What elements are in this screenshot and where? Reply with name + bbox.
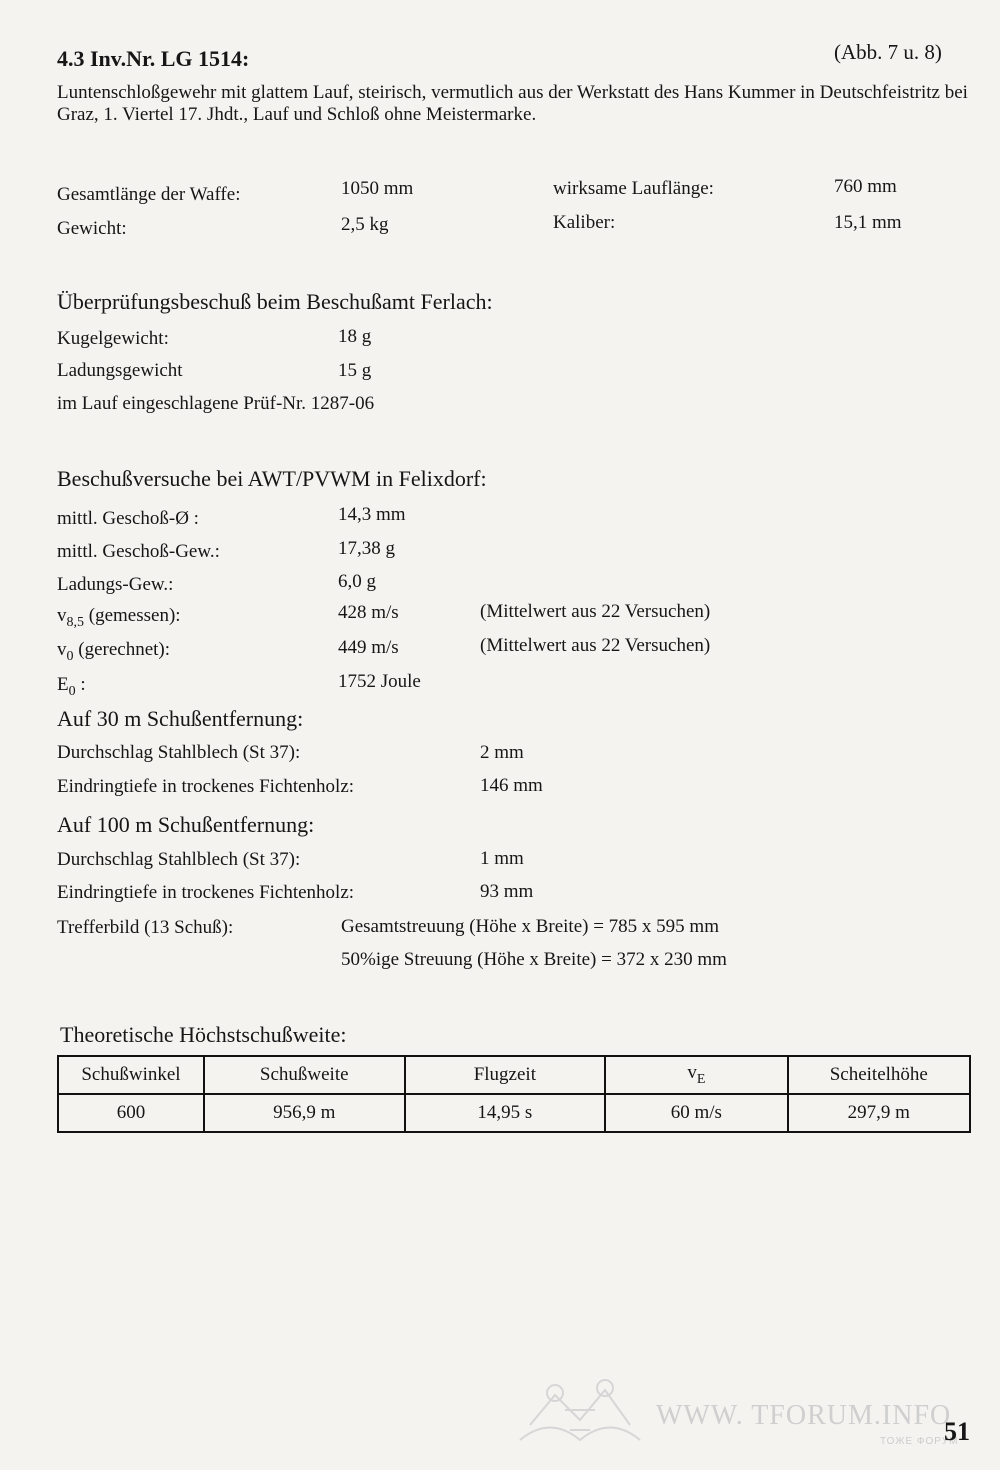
spec-label-gewicht: Gewicht: xyxy=(57,218,127,239)
ladungs-gewicht-label: Ladungs-Gew.: xyxy=(57,574,174,595)
ladungsgewicht-label: Ladungsgewicht xyxy=(57,360,183,381)
spec-value-kaliber: 15,1 mm xyxy=(834,212,902,233)
v85-label xyxy=(57,605,181,631)
dist30-holz-value: 146 mm xyxy=(480,775,543,796)
v85-value: 428 m/s xyxy=(338,602,399,623)
spec-label-gesamtlaenge: Gesamtlänge der Waffe: xyxy=(57,184,241,205)
gesamtstreuung: Gesamtstreuung (Höhe x Breite) = 785 x 595 mm xyxy=(341,916,719,937)
versuche-title: Beschußversuche bei AWT/PVWM in Felixdorf: xyxy=(57,466,487,491)
spec-value-gewicht: 2,5 kg xyxy=(341,214,389,235)
watermark-logo-icon xyxy=(510,1365,650,1455)
dist100-stahl-value: 1 mm xyxy=(480,848,524,869)
v85-symbol: v xyxy=(57,605,67,626)
hoechstschussweite-table xyxy=(57,1055,971,1133)
figure-reference: (Abb. 7 u. 8) xyxy=(834,40,942,64)
table-header-schusswinkel: Schußwinkel xyxy=(58,1056,204,1094)
spec-value-lauflaenge: 760 mm xyxy=(834,176,897,197)
dist100-stahl-label: Durchschlag Stahlblech (St 37): xyxy=(57,849,301,870)
ladungsgewicht-value: 15 g xyxy=(338,360,372,381)
dist100-title: Auf 100 m Schußentfernung: xyxy=(57,812,315,837)
dist100-holz-label: Eindringtiefe in trockenes Fichtenholz: xyxy=(57,882,355,903)
table-cell-schussweite: 956,9 m xyxy=(204,1094,405,1132)
table-cell-scheitelhoehe: 297,9 m xyxy=(788,1094,970,1132)
spec-label-kaliber: Kaliber: xyxy=(553,212,616,233)
table-header-schussweite: Schußweite xyxy=(204,1056,405,1094)
ve-subscript: E xyxy=(696,1071,706,1087)
dist30-holz-label: Eindringtiefe in trockenes Fichtenholz: xyxy=(57,776,355,797)
pruefung-title: Überprüfungsbeschuß beim Beschußamt Ferlach: xyxy=(57,289,493,314)
watermark-tagline: ТОЖЕ ФОРУМ xyxy=(880,1436,959,1447)
e0-symbol: E xyxy=(57,674,69,695)
v0-value: 449 m/s xyxy=(338,637,399,658)
kugelgewicht-label: Kugelgewicht: xyxy=(57,328,169,349)
table-row xyxy=(58,1094,970,1132)
table-header-flugzeit: Flugzeit xyxy=(405,1056,606,1094)
v85-subscript: 8,5 xyxy=(66,614,84,630)
geschoss-gewicht-label: mittl. Geschoß-Gew.: xyxy=(57,541,220,562)
dist30-stahl-value: 2 mm xyxy=(480,742,524,763)
table-cell-schusswinkel: 600 xyxy=(58,1094,204,1132)
hoechst-title: Theoretische Höchstschußweite: xyxy=(60,1022,347,1047)
v0-label xyxy=(57,639,170,665)
e0-label-text: : xyxy=(75,674,86,695)
kugelgewicht-value: 18 g xyxy=(338,326,372,347)
e0-value: 1752 Joule xyxy=(338,671,421,692)
ladungs-gewicht-value: 6,0 g xyxy=(338,571,376,592)
geschoss-gewicht-value: 17,38 g xyxy=(338,538,395,559)
dist30-stahl-label: Durchschlag Stahlblech (St 37): xyxy=(57,742,301,763)
v0-note: (Mittelwert aus 22 Versuchen) xyxy=(480,635,711,656)
dist30-title: Auf 30 m Schußentfernung: xyxy=(57,706,304,731)
section-heading: 4.3 Inv.Nr. LG 1514: xyxy=(57,46,250,71)
e0-label xyxy=(57,674,86,700)
page-number: 51 xyxy=(944,1417,970,1446)
geschoss-durchmesser-label: mittl. Geschoß-Ø : xyxy=(57,508,199,529)
table-header-ve xyxy=(605,1056,787,1094)
spec-value-gesamtlaenge: 1050 mm xyxy=(341,178,414,199)
dist100-holz-value: 93 mm xyxy=(480,881,534,902)
table-cell-flugzeit: 14,95 s xyxy=(405,1094,606,1132)
v0-symbol: v xyxy=(57,639,67,660)
v85-note: (Mittelwert aus 22 Versuchen) xyxy=(480,601,711,622)
intro-paragraph: Luntenschloßgewehr mit glattem Lauf, steirisch, vermutlich aus der Werkstatt des Hans Kummer in Deutschfeistritz bei Graz, 1. Viertel 17. Jhdt., Lauf und Schloß ohne Meistermarke. xyxy=(57,82,968,125)
v0-label-text: (gerechnet): xyxy=(73,639,171,660)
ve-symbol: v xyxy=(687,1062,697,1084)
trefferbild-label: Trefferbild (13 Schuß): xyxy=(57,917,234,938)
table-header-row xyxy=(58,1056,970,1094)
pruef-nummer: im Lauf eingeschlagene Prüf-Nr. 1287-06 xyxy=(57,393,375,414)
spec-label-lauflaenge: wirksame Lauflänge: xyxy=(553,178,714,199)
v85-label-text: (gemessen): xyxy=(84,605,181,626)
e0-subscript: 0 xyxy=(68,683,76,699)
table-cell-ve: 60 m/s xyxy=(605,1094,787,1132)
v0-subscript: 0 xyxy=(66,648,74,664)
watermark-text: WWW. TFORUM.INFO xyxy=(656,1400,952,1431)
streuung-50: 50%ige Streuung (Höhe x Breite) = 372 x 230 mm xyxy=(341,949,727,970)
table-header-scheitelhoehe: Scheitelhöhe xyxy=(788,1056,970,1094)
geschoss-durchmesser-value: 14,3 mm xyxy=(338,504,406,525)
